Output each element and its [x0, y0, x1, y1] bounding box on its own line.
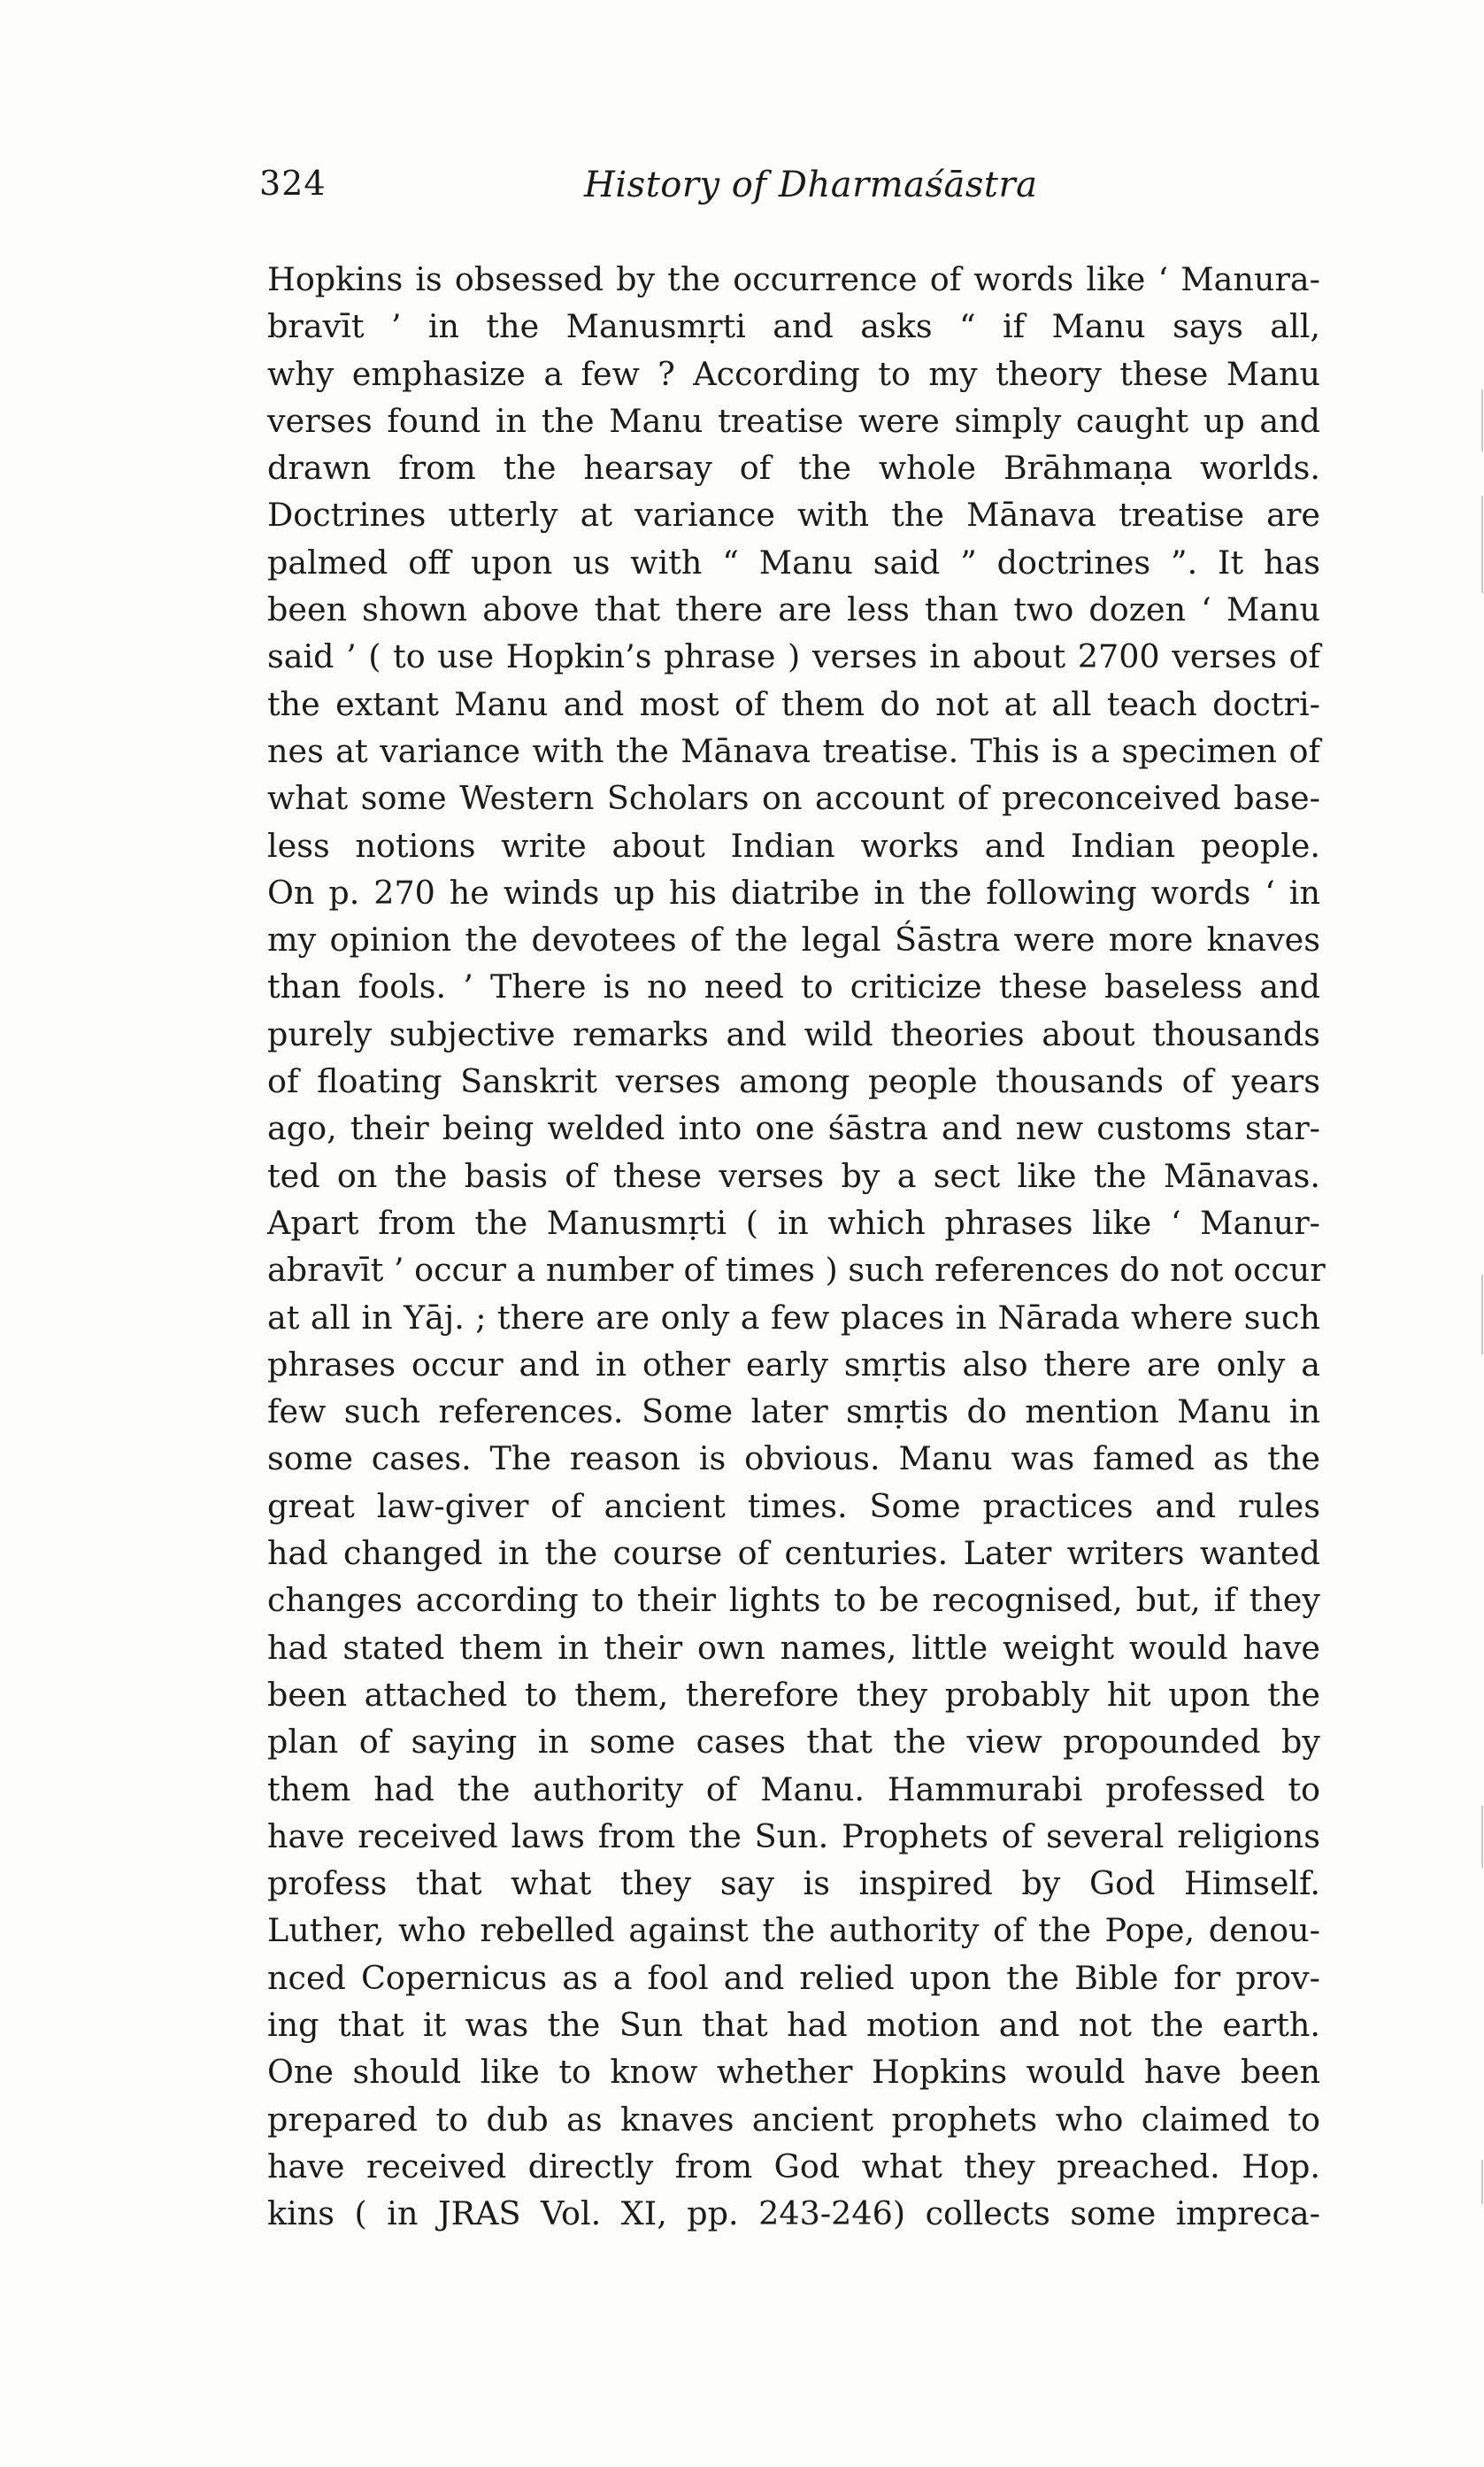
text-line: phrases occur and in other early smṛtis also there are only a: [267, 1345, 1320, 1384]
text-line: had changed in the course of centuries. Later writers wanted: [267, 1534, 1320, 1573]
text-line: purely subjective remarks and wild theories about thousands: [267, 1014, 1320, 1053]
scan-margin-mark: [1481, 389, 1483, 451]
text-line: changes according to their lights to be recognised, but, if they: [267, 1581, 1320, 1620]
page-number: 324: [259, 164, 327, 203]
text-line: why emphasize a few ? According to my theory these Manu: [267, 354, 1320, 393]
text-line: Apart from the Manusmṛti ( in which phrases like ‘ Manur-: [267, 1203, 1320, 1242]
text-line: said ’ ( to use Hopkin’s phrase ) verses in about 2700 verses of: [267, 637, 1320, 676]
text-line: ago, their being welded into one śāstra and new customs star-: [267, 1109, 1320, 1148]
text-line: kins ( in JRAS Vol. XI, pp. 243-246) collects some impreca-: [267, 2194, 1320, 2233]
body-paragraph: [267, 256, 1326, 2237]
text-line: ing that it was the Sun that had motion and not the earth.: [267, 2005, 1320, 2044]
scan-margin-mark: [1481, 1275, 1483, 1354]
text-line: palmed off upon us with “ Manu said ” doctrines ”. It has: [267, 543, 1320, 582]
text-line: been attached to them, therefore they probably hit upon the: [267, 1675, 1320, 1714]
scan-margin-mark: [1481, 496, 1483, 593]
text-line: less notions write about Indian works and Indian people.: [267, 826, 1320, 865]
text-line: drawn from the hearsay of the whole Brāhmaṇa worlds.: [267, 449, 1320, 488]
text-line: the extant Manu and most of them do not at all teach doctri-: [267, 684, 1320, 723]
text-line: what some Western Scholars on account of preconceived base-: [267, 779, 1320, 818]
text-line: at all in Yāj. ; there are only a few places in Nārada where such: [267, 1298, 1320, 1337]
text-line: plan of saying in some cases that the view propounded by: [267, 1723, 1320, 1762]
text-line: my opinion the devotees of the legal Śāstra were more knaves: [267, 921, 1320, 960]
text-line: have received laws from the Sun. Prophets of several religions: [267, 1816, 1320, 1855]
text-line: have received directly from God what they preached. Hop.: [267, 2147, 1320, 2186]
text-line: them had the authority of Manu. Hammurabi professed to: [267, 1769, 1320, 1808]
text-line: bravīt ’ in the Manusmṛti and asks “ if Manu says all,: [267, 307, 1320, 346]
text-line: of floating Sanskrit verses among people thousands of years: [267, 1062, 1320, 1101]
text-line: ted on the basis of these verses by a sect like the Mānavas.: [267, 1156, 1320, 1195]
text-line: abravīt ’ occur a number of times ) such references do not occur: [267, 1251, 1326, 1290]
text-line: profess that what they say is inspired by God Himself.: [267, 1864, 1320, 1903]
text-line: nes at variance with the Mānava treatise. This is a specimen of: [267, 731, 1320, 770]
text-line: than fools. ’ There is no need to criticize these baseless and: [267, 968, 1320, 1006]
scan-margin-mark: [1481, 1806, 1483, 1868]
text-line: Doctrines utterly at variance with the Mānava treatise are: [267, 496, 1320, 535]
text-line: prepared to dub as knaves ancient prophets who claimed to: [267, 2100, 1320, 2139]
scan-margin-mark: [1481, 2160, 1483, 2204]
text-line: Hopkins is obsessed by the occurrence of words like ‘ Manura-: [267, 260, 1320, 298]
text-line: nced Copernicus as a fool and relied upon the Bible for prov-: [267, 1958, 1320, 1997]
text-line: verses found in the Manu treatise were simply caught up and: [267, 401, 1320, 440]
text-line: On p. 270 he winds up his diatribe in the following words ‘ in: [267, 873, 1320, 912]
text-line: One should like to know whether Hopkins would have been: [267, 2053, 1320, 2092]
text-line: Luther, who rebelled against the authority of the Pope, denou-: [267, 1911, 1320, 1950]
running-head-title: History of Dharmaśāstra: [584, 165, 1038, 205]
text-line: great law-giver of ancient times. Some practices and rules: [267, 1486, 1320, 1525]
text-line: had stated them in their own names, little weight would have: [267, 1628, 1320, 1667]
text-line: been shown above that there are less than two dozen ‘ Manu: [267, 590, 1320, 629]
text-line: some cases. The reason is obvious. Manu was famed as the: [267, 1439, 1320, 1478]
text-line: few such references. Some later smṛtis do mention Manu in: [267, 1392, 1320, 1431]
